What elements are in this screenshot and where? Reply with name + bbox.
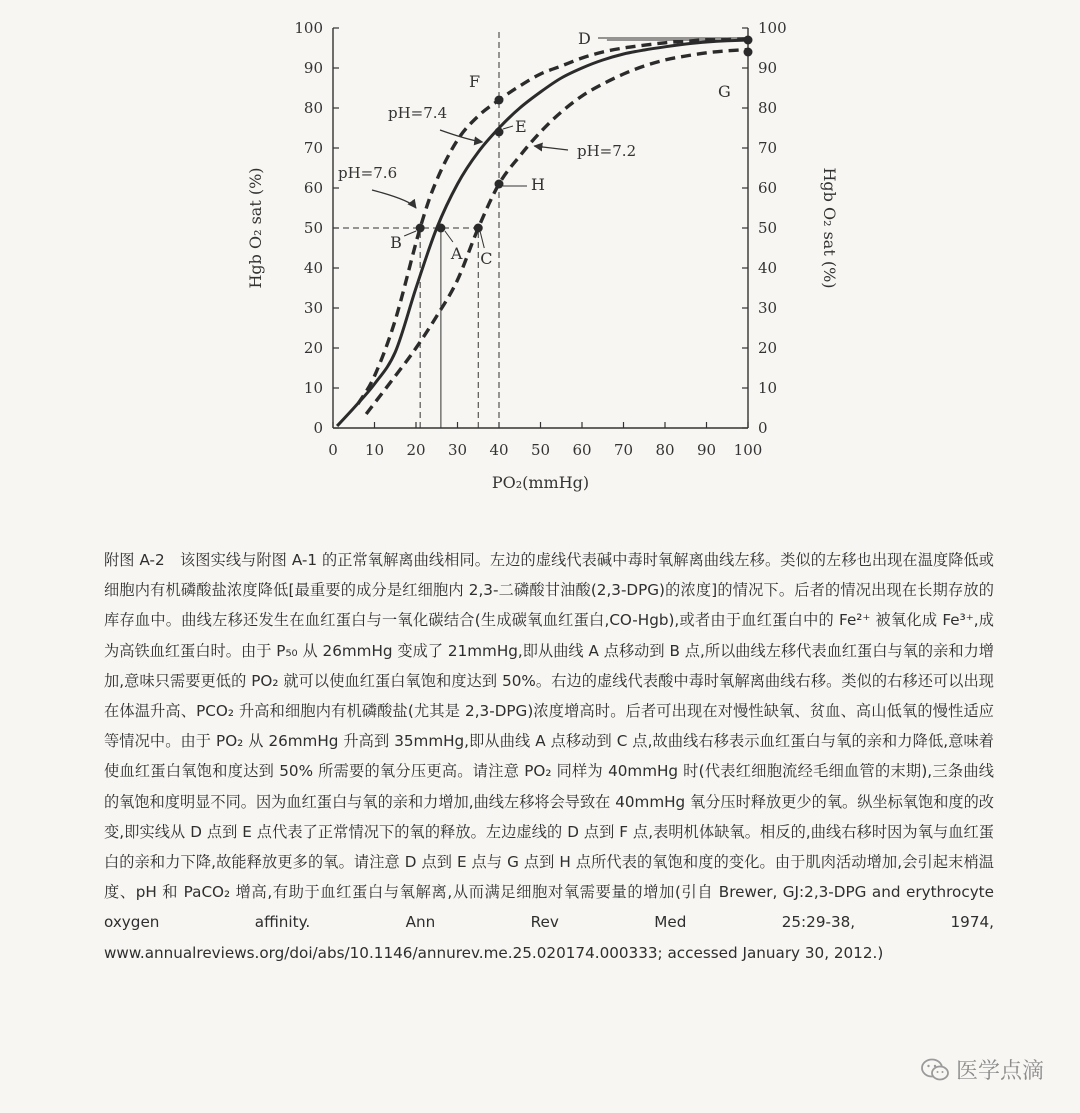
y-tick-label-right: 40 [758,259,778,277]
y-tick-label-left: 10 [303,379,323,397]
point-marker [474,224,483,233]
point-marker [495,128,504,137]
point-label: D [578,29,591,48]
x-tick-label: 50 [530,441,551,459]
y-tick-label-right: 30 [758,299,778,317]
watermark-text: 医学点滴 [955,1059,1044,1084]
series-label: pH=7.6 [338,164,398,182]
leader-line [404,231,416,236]
point-label: H [531,175,545,194]
watermark [920,1054,1044,1085]
y-tick-label-right: 50 [758,219,778,237]
annotations [338,104,636,208]
point-label: G [718,82,731,101]
series-label: pH=7.4 [388,104,448,122]
wechat-icon [920,1057,950,1083]
point-marker [495,96,504,105]
y-tick-label-right: 100 [758,19,787,37]
y-tick-label-left: 20 [303,339,323,357]
points [390,29,752,268]
x-tick-label: 30 [447,441,468,459]
reference-lines [333,28,748,428]
leader-line [480,232,484,248]
y-tick-label-right: 90 [758,59,778,77]
series-label-arrow [372,190,416,208]
y-tick-label-left: 30 [303,299,323,317]
x-tick-label: 20 [406,441,426,459]
y-tick-label-left: 90 [303,59,323,77]
y-tick-label-left: 0 [313,419,323,437]
figure-caption [104,545,994,968]
point-label: F [469,72,481,91]
series-label-arrow [534,146,568,150]
point-label: E [515,117,527,136]
x-tick-label: 70 [613,441,634,459]
x-tick-label: 40 [489,441,509,459]
y-axis-title-left: Hgb O₂ sat (%) [246,167,265,289]
point-marker [744,48,753,57]
caption-text: 附图 A-2 该图实线与附图 A-1 的正常氧解离曲线相同。左边的虚线代表碱中毒时氧解离曲线左移。类似的左移也出现在温度降低或细胞内有机磷酸盐浓度降低[最重要的成分是红细胞内 2,3-二磷酸甘油酸(2,3-DPG)的浓度]的情况下。后者的情况出现在长期存放的库存血中。曲线左移还发生在血红蛋白与一氧化碳结合(生成碳氧血红蛋白,CO-Hgb),或者由于血红蛋白中的 Fe²⁺ 被氧化成 Fe³⁺,成为高铁血红蛋白时。由于 P₅₀ 从 26mmHg 变成了 21mmHg,即从曲线 A 点移动到 B 点,所以曲线左移代表血红蛋白与氧的亲和力增加,意味只需要更低的 PO₂ 就可以使血红蛋白氧饱和度达到 50%。右边的虚线代表酸中毒时氧解离曲线右移。类似的右移还可以出现在体温升高、PCO₂ 升高和细胞内有机磷酸盐(尤其是 2,3-DPG)浓度增高时。后者可出现在对慢性缺氧、贫血、高山低氧的慢性适应等情况中。由于 PO₂ 从 26mmHg 升高到 35mmHg,即从曲线 A 点移动到 C 点,故曲线右移表示血红蛋白与氧的亲和力降低,意味着使血红蛋白氧饱和度达到 50% 所需要的氧分压更高。请注意 PO₂ 同样为 40mmHg 时(代表红细胞流经毛细血管的末期),三条曲线的氧饱和度明显不同。因为血红蛋白与氧的亲和力增加,曲线左移将会导致在 40mmHg 氧分压时释放更少的氧。纵坐标氧饱和度的改变,即实线从 D 点到 E 点代表了正常情况下的氧的释放。左边虚线的 D 点到 F 点,表明机体缺氧。相反的,曲线右移时因为氧与血红蛋白的亲和力下降,故能释放更多的氧。请注意 D 点到 E 点与 G 点到 H 点所代表的氧饱和度的变化。由于肌肉活动增加,会引起末梢温度、pH 和 PaCO₂ 增高,有助于血红蛋白与氧解离,从而满足细胞对氧需要量的增加(引自 Brewer, GJ:2,3-DPG and erythrocyte oxygen affinity. Ann Rev Med 25:29-38, 1974, www.annualreviews.org/doi/abs/10.1146/annurev.me.25.020174.000333; accessed January 30, 2012.) [104,551,994,962]
y-axis-title-right: Hgb O₂ sat (%) [820,167,839,289]
y-tick-label-left: 80 [303,99,323,117]
y-tick-label-right: 60 [758,179,778,197]
x-tick-label: 80 [655,441,675,459]
point-label: B [390,233,402,252]
oxygen-dissociation-chart [0,0,1080,520]
y-tick-label-left: 60 [303,179,323,197]
point-marker [436,224,445,233]
y-tick-label-left: 70 [303,139,323,157]
x-tick-label: 0 [328,441,338,459]
y-tick-label-right: 0 [758,419,768,437]
y-tick-label-left: 40 [303,259,323,277]
y-tick-label-left: 100 [294,19,323,37]
series-label: pH=7.2 [577,142,637,160]
y-tick-label-left: 50 [303,219,323,237]
y-tick-label-right: 20 [758,339,778,357]
point-label: C [480,249,493,268]
x-tick-label: 90 [696,441,717,459]
point-marker [744,36,753,45]
leader-line [503,126,513,129]
y-tick-label-right: 80 [758,99,778,117]
y-tick-label-right: 10 [758,379,778,397]
x-tick-label: 100 [733,441,763,459]
x-tick-label: 60 [572,441,592,459]
y-tick-label-right: 70 [758,139,778,157]
x-axis-title: PO₂(mmHg) [491,473,590,492]
x-tick-label: 10 [364,441,385,459]
leader-line [445,231,453,242]
point-label: A [450,244,463,263]
point-marker [495,180,504,189]
point-marker [416,224,425,233]
